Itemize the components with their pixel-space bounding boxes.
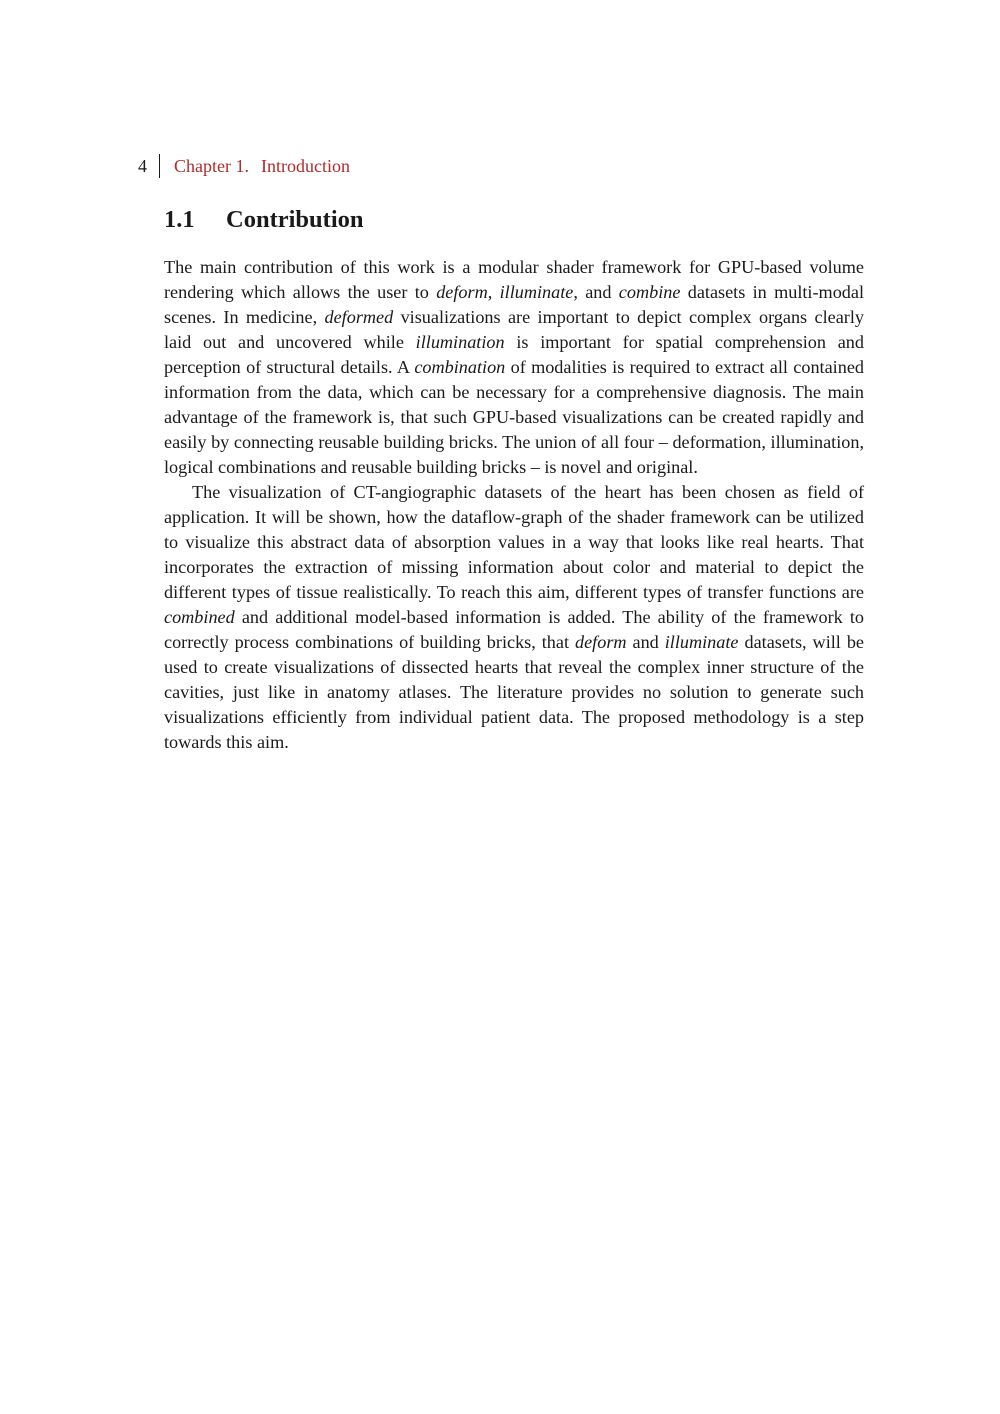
emphasis-term: combine (618, 282, 681, 302)
section-number: 1.1 (164, 206, 195, 233)
body-text (164, 255, 864, 755)
emphasis-term: deformed (324, 307, 394, 327)
text-run: is important for spatial comprehension and perception of structural details. A (164, 332, 864, 377)
emphasis-term: illumination (415, 332, 505, 352)
section-title: Contribution (226, 206, 364, 233)
emphasis-term: deform (436, 282, 488, 302)
text-run: visualizations are important to depict complex organs clearly laid out and uncovered while (164, 307, 864, 352)
running-header (138, 154, 350, 178)
text-run: , and (573, 282, 619, 302)
text-run: The main contribution of this work is a modular shader framework for GPU-based volume rendering which allows the user to (164, 257, 864, 302)
emphasis-term: combined (164, 607, 235, 627)
emphasis-term: combination (414, 357, 506, 377)
emphasis-term: illuminate (499, 282, 574, 302)
chapter-label: Chapter 1. (174, 155, 249, 176)
paragraph-1 (164, 255, 864, 480)
emphasis-term: illuminate (664, 632, 739, 652)
text-run: and additional model-based information is added. The ability of the framework to correctly process combinations of building bricks, that (164, 607, 864, 652)
page-number: 4 (138, 155, 147, 176)
header-divider (159, 154, 160, 178)
text-run: of modalities is required to extract all contained information from the data, which can be necessary for a comprehensive diagnosis. The main advantage of the framework is, that such GPU-based visualizations can be created rapidly and easily by connecting reusable building bricks. The union of all four – deformation, illumination, logical combinations and reusable building bricks – is novel and original. (164, 357, 864, 477)
text-run: datasets, will be used to create visualizations of dissected hearts that reveal the complex inner structure of the cavities, just like in anatomy atlases. The literature provides no solution to generate such visualizations efficiently from individual patient data. The proposed methodology is a step towards this aim. (164, 632, 864, 752)
text-run: and (626, 632, 665, 652)
chapter-title: Introduction (260, 155, 350, 176)
section-heading (164, 206, 364, 234)
emphasis-term: deform (575, 632, 627, 652)
text-run: The visualization of CT-angiographic datasets of the heart has been chosen as field of application. It will be shown, how the dataflow-graph of the shader framework can be utilized to visualize this abstract data of absorption values in a way that looks like real hearts. That incorporates the extraction of missing information about color and material to depict the different types of tissue realistically. To reach this aim, different types of transfer functions are (164, 482, 864, 602)
text-run: datasets in multi-modal scenes. In medicine, (164, 282, 865, 327)
paragraph-2 (164, 480, 864, 755)
text-run: , (487, 282, 500, 302)
chapter-link[interactable] (174, 156, 350, 177)
